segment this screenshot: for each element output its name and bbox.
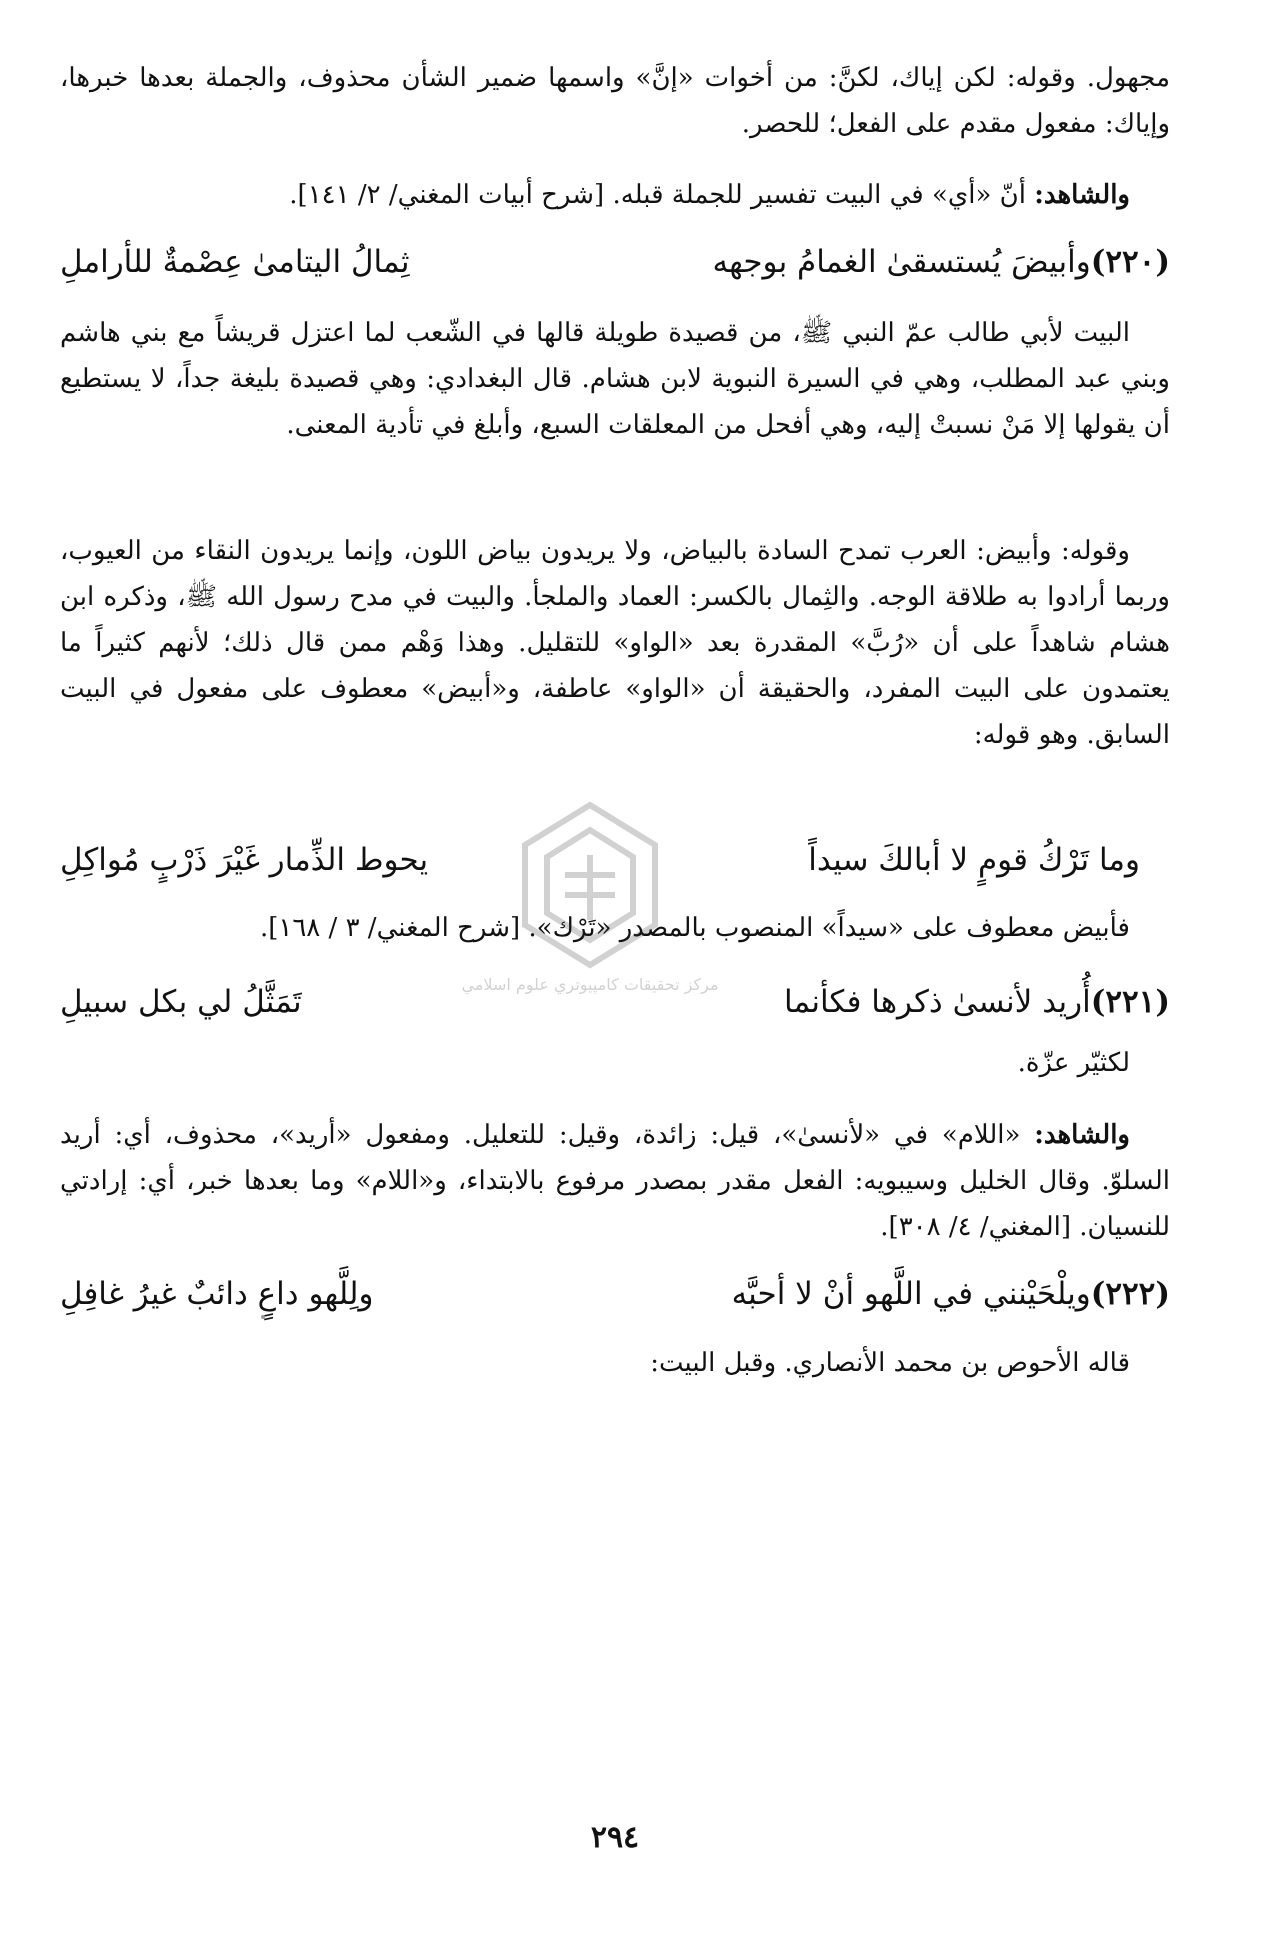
watermark-text: مركز تحقيقات كامپيوتري علوم اسلامي [461,975,719,994]
paragraph-evidence-221 [60,1112,1170,1250]
paragraph-verse-222-author: قاله الأحوص بن محمد الأنصاري. وقبل البيت: [650,1348,1130,1378]
verse-first-hemistich: أُريد لأنسىٰ ذكرها فكأنما [784,984,1091,1020]
verse-222 [60,1264,1170,1324]
verse-first-hemistich: وأبيضَ يُستسقىٰ الغمامُ بوجهه [712,244,1091,280]
verse-quoted [60,830,1170,890]
paragraph-quoted-commentary: فأبيض معطوف على «سيداً» المنصوب بالمصدر «تَرْك». [شرح المغني/ ٣ / ١٦٨]. [259,913,1130,943]
verse-220 [60,232,1170,292]
paragraph-continuation: مجهول. وقوله: لكن إياك، لكنَّ: من أخوات «إنَّ» واسمها ضمير الشأن محذوف، والجملة بعدها خبرها، وإياك: مفعول مقدم على الفعل؛ للحصر. [60,63,1170,139]
verse-first-hemistich: ويلْحَيْنني في اللَّهو أنْ لا أحبَّه [731,1276,1091,1312]
evidence-text: أنّ «أي» في البيت تفسير للجملة قبله. [شرح أبيات المغني/ ٢/ ١٤١]. [289,180,1035,210]
book-page [60,0,1170,1946]
evidence-label: والشاهد: [1034,180,1130,210]
verse-number: (٢٢٢) [1090,1276,1170,1312]
verse-second-hemistich: يحوط الذِّمار غَيْرَ ذَرْبٍ مُواكِلِ [60,842,429,878]
paragraph-verse-220-commentary: وقوله: وأبيض: العرب تمدح السادة بالبياض، ولا يريدون بياض اللون، وإنما يريدون النقاء من العيوب، وربما أرادوا به طلاقة الوجه. والثِمال بالكسر: العماد والملجأ. والبيت في مدح رسول الله ﷺ، وذكره ابن هشام شاهداً على أن «رُبَّ» المقدرة بعد «الواو» للتقليل. وهذا وَهْم ممن قال ذلك؛ لأنهم كثيراً ما يعتمدون على البيت المفرد، والحقيقة أن «الواو» عاطفة، و«أبيض» معطوف على مفعول في البيت السابق. وهو قوله: [60,536,1170,750]
verse-second-hemistich: ثِمالُ اليتامىٰ عِصْمةٌ للأراملِ [60,244,410,280]
evidence-label: والشاهد: [1034,1120,1130,1150]
verse-221 [60,972,1170,1032]
paragraph-verse-220-source: البيت لأبي طالب عمّ النبي ﷺ، من قصيدة طويلة قالها في الشّعب لما اعتزل قريشاً مع بني هاشم وبني عبد المطلب، وهي في السيرة النبوية لابن هشام. قال البغدادي: وهي قصيدة بليغة جداً، لا يستطيع أن يقولها إلا مَنْ نسبتْ إليه، وهي أفحل من المعلقات السبع، وأبلغ في تأدية المعنى. [60,318,1170,440]
ink-speck [261,1315,265,1319]
verse-first-hemistich: وما تَرْكُ قومٍ لا أبالكَ سيداً [808,842,1140,878]
verse-second-hemistich: ولِلَّهو داعٍ دائبٌ غيرُ غافِلِ [60,1276,374,1312]
evidence-text: «اللام» في «لأنسىٰ»، قيل: زائدة، وقيل: للتعليل. ومفعول «أريد»، محذوف، أي: أريد السلوّ. وقال الخليل وسيبويه: الفعل مقدر بمصدر مرفوع بالابتداء، و«اللام» وما بعدها خبر، أي: إرادتي للنسيان. [المغني/ ٤/ ٣٠٨]. [60,1120,1170,1242]
verse-number: (٢٢١) [1090,984,1170,1020]
page-number: ٢٩٤ [590,1820,640,1855]
paragraph-evidence-219 [60,172,1170,218]
paragraph-verse-221-author: لكثيّر عزّة. [1017,1048,1130,1078]
verse-number: (٢٢٠) [1090,244,1170,280]
verse-second-hemistich: تَمَثَّلُ لي بكل سبيلِ [60,984,302,1020]
